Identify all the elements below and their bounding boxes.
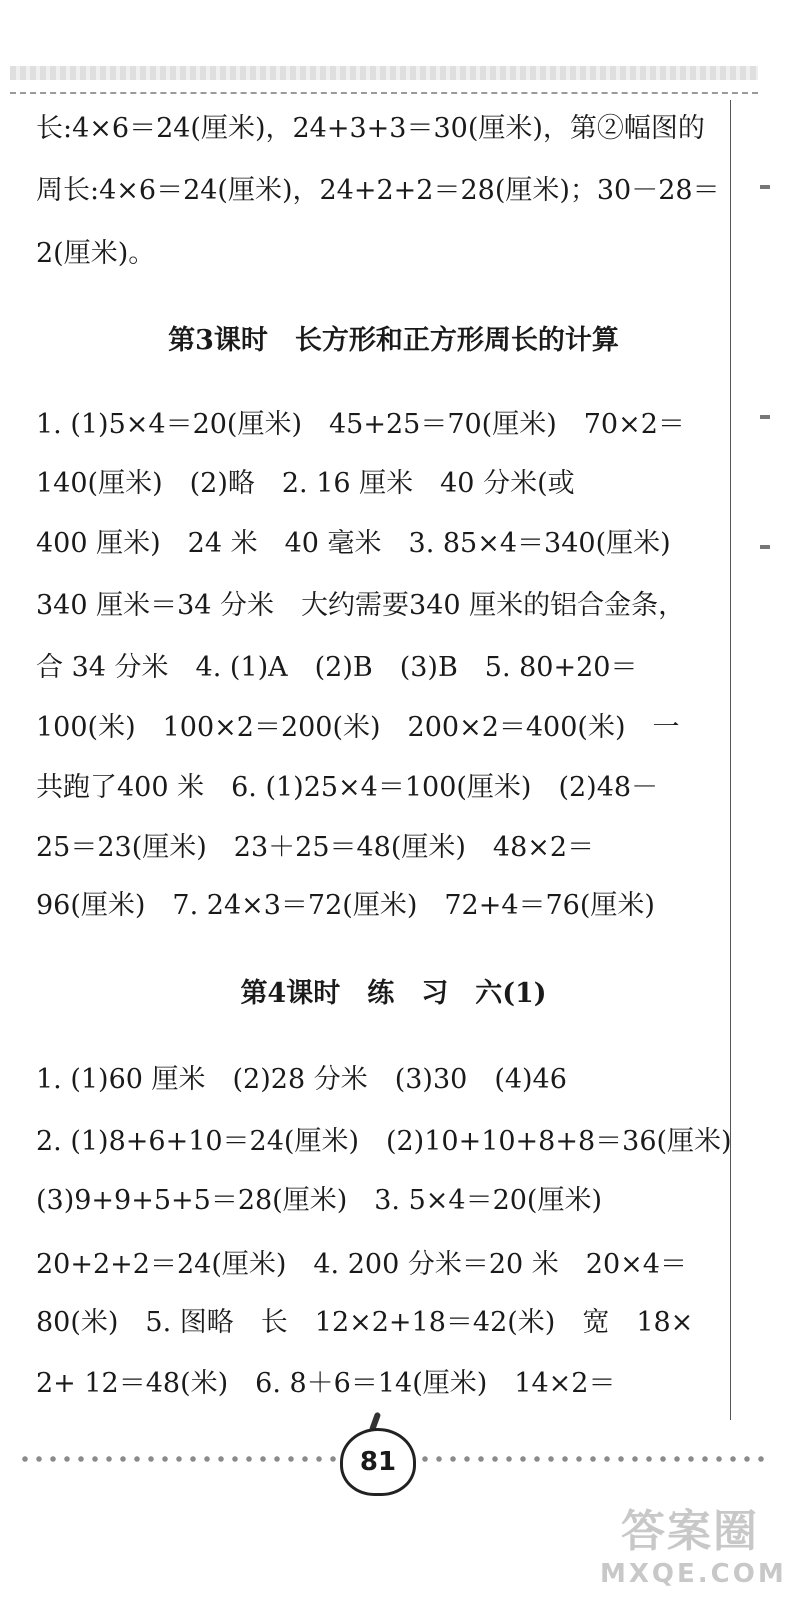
text-line: 1. (1)60 厘米 (2)28 分米 (3)30 (4)46 <box>36 1064 567 1095</box>
text-line: 合 34 分米 4. (1)A (2)B (3)B 5. 80+20＝ <box>36 652 638 683</box>
text-line: 100(米) 100×2＝200(米) 200×2＝400(米) 一 <box>36 712 680 743</box>
text-line: 96(厘米) 7. 24×3＝72(厘米) 72+4＝76(厘米) <box>36 890 655 921</box>
text-line: 400 厘米) 24 米 40 毫米 3. 85×4＝340(厘米) <box>36 528 671 559</box>
text-line: 2(厘米)。 <box>36 238 156 269</box>
text-line: 25＝23(厘米) 23＋25＝48(厘米) 48×2＝ <box>36 832 595 863</box>
edge-mark <box>760 545 770 549</box>
text-line: 共跑了400 米 6. (1)25×4＝100(厘米) (2)48－ <box>36 772 659 803</box>
section-heading-lesson-4: 第4课时 练 习 六(1) <box>240 978 547 1009</box>
text-line: 周长:4×6＝24(厘米)，24+2+2＝28(厘米)；30－28＝ <box>36 175 720 206</box>
watermark-main: 答案圈 <box>621 1506 759 1557</box>
text-line: 2+ 12＝48(米) 6. 8＋6＝14(厘米) 14×2＝ <box>36 1368 616 1399</box>
footer-dots-right <box>418 1452 768 1466</box>
edge-mark <box>760 185 770 189</box>
text-line: 20+2+2＝24(厘米) 4. 200 分米＝20 米 20×4＝ <box>36 1249 687 1280</box>
edge-mark <box>760 415 770 419</box>
text-line: 1. (1)5×4＝20(厘米) 45+25＝70(厘米) 70×2＝ <box>36 409 685 440</box>
top-decorative-band <box>10 66 758 80</box>
text-line: 340 厘米＝34 分米 大约需要340 厘米的铝合金条， <box>36 590 686 621</box>
text-line: (3)9+9+5+5＝28(厘米) 3. 5×4＝20(厘米) <box>36 1185 602 1216</box>
text-line: 80(米) 5. 图略 长 12×2+18＝42(米) 宽 18× <box>36 1307 694 1338</box>
footer-dots-left <box>18 1452 336 1466</box>
text-line: 长:4×6＝24(厘米)，24+3+3＝30(厘米)，第②幅图的 <box>36 113 705 144</box>
page-number-badge: 81 <box>340 1428 416 1496</box>
text-line: 140(厘米) (2)略 2. 16 厘米 40 分米(或 <box>36 468 575 499</box>
text-line: 2. (1)8+6+10＝24(厘米) (2)10+10+8+8＝36(厘米) <box>36 1126 732 1157</box>
watermark-logo <box>600 1505 787 1595</box>
top-dashed-divider <box>10 92 758 94</box>
watermark-sub: MXQE.COM <box>600 1559 787 1589</box>
section-heading-lesson-3: 第3课时 长方形和正方形周长的计算 <box>168 325 619 356</box>
right-margin-rule <box>730 100 731 1420</box>
